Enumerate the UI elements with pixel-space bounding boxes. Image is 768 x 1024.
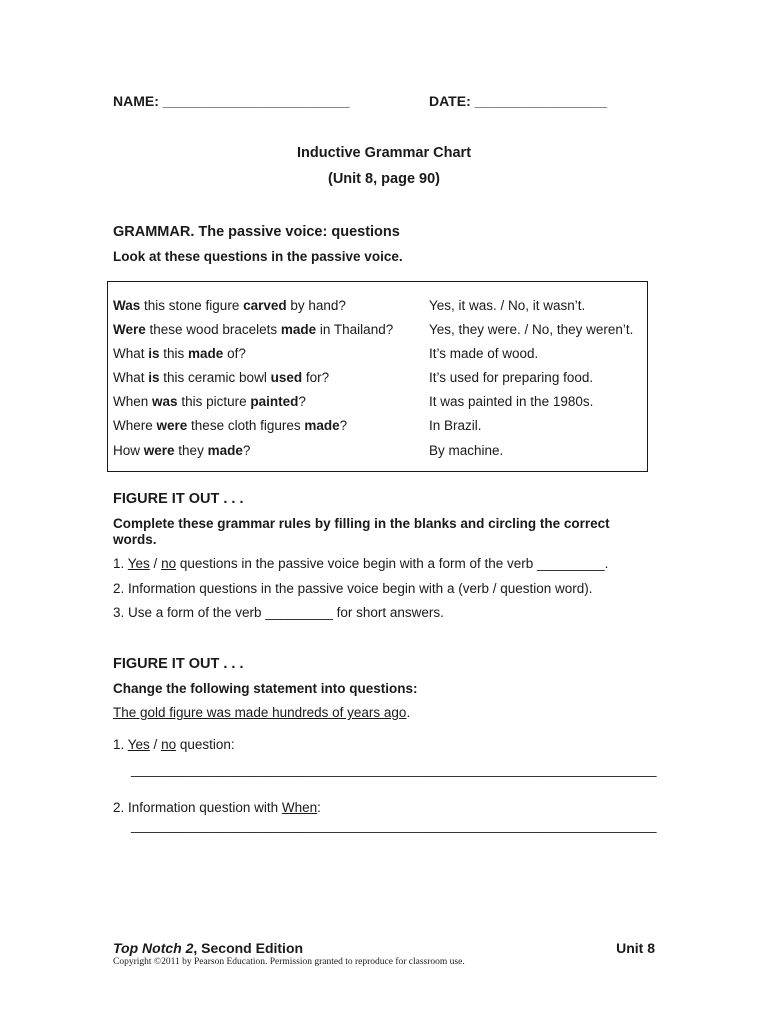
- name-blank: ________________________: [162, 93, 350, 109]
- emphasized-word: Was: [113, 298, 141, 313]
- statement-text: The gold figure was made hundreds of years ago: [113, 705, 407, 720]
- emphasized-word: made: [304, 418, 340, 433]
- emphasized-word: is: [148, 370, 160, 385]
- question-text: ?: [298, 394, 306, 409]
- example-answer: It’s made of wood.: [429, 346, 539, 361]
- question-text: this picture: [177, 394, 251, 409]
- question-text: How: [113, 443, 144, 458]
- rule-number: 1.: [113, 556, 128, 571]
- emphasized-word: is: [148, 346, 160, 361]
- figure-it-out-instruction-2: Change the following statement into questions:: [113, 681, 418, 696]
- question-text: ?: [242, 443, 251, 458]
- question-text: for?: [302, 370, 330, 385]
- emphasized-word: carved: [243, 298, 287, 313]
- example-question: [113, 418, 347, 433]
- date-blank: _________________: [474, 93, 607, 109]
- question-text: these wood bracelets: [145, 322, 281, 337]
- example-answer: It was painted in the 1980s.: [429, 394, 594, 409]
- name-field: [113, 93, 350, 109]
- task-text: 2. Information question with: [113, 800, 282, 815]
- task-keyword: When: [281, 800, 318, 815]
- emphasized-word: made: [280, 322, 317, 337]
- statement-period: .: [406, 705, 411, 720]
- emphasized-word: were: [156, 418, 188, 433]
- option-separator: /: [149, 737, 162, 752]
- grammar-rule-3: 3. Use a form of the verb _________ for short answers.: [113, 605, 444, 620]
- example-answer: In Brazil.: [429, 418, 482, 433]
- footer-book-title: [113, 940, 303, 956]
- question-text: in Thailand?: [316, 322, 394, 337]
- book-title: Top Notch 2: [113, 940, 194, 956]
- question-text: this: [159, 346, 189, 361]
- question-text: ?: [339, 418, 348, 433]
- task-number: 1.: [113, 737, 128, 752]
- example-answer: Yes, it was. / No, it wasn’t.: [429, 298, 586, 313]
- answer-line-1: ______________________________________________________________________: [131, 762, 657, 777]
- example-question: [113, 443, 250, 458]
- page-subtitle: (Unit 8, page 90): [328, 171, 440, 187]
- question-text: these cloth figures: [187, 418, 305, 433]
- emphasized-word: made: [188, 346, 224, 361]
- book-edition: , Second Edition: [193, 940, 304, 956]
- question-text: they: [174, 443, 208, 458]
- task-1: [113, 737, 235, 752]
- examples-box: [107, 281, 648, 472]
- statement-sentence: [113, 705, 410, 720]
- footer-unit: Unit 8: [616, 940, 655, 956]
- emphasized-word: used: [270, 370, 303, 385]
- question-text: What: [113, 370, 149, 385]
- question-text: this ceramic bowl: [159, 370, 271, 385]
- question-text: by hand?: [286, 298, 346, 313]
- example-question: [113, 346, 246, 361]
- grammar-rule-2: 2. Information questions in the passive voice begin with a (verb / question word).: [113, 581, 593, 596]
- option-no: no: [161, 737, 177, 752]
- question-text: of?: [223, 346, 246, 361]
- example-answer: By machine.: [429, 443, 504, 458]
- name-label: NAME:: [113, 93, 159, 109]
- emphasized-word: was: [152, 394, 178, 409]
- option-yes: Yes: [127, 737, 150, 752]
- grammar-heading: GRAMMAR. The passive voice: questions: [113, 224, 400, 240]
- option-no: no: [161, 556, 177, 571]
- figure-it-out-heading-2: FIGURE IT OUT . . .: [113, 656, 244, 672]
- question-text: What: [113, 346, 149, 361]
- date-field: [429, 93, 607, 109]
- example-question: [113, 322, 393, 337]
- emphasized-word: were: [143, 443, 175, 458]
- question-text: Where: [113, 418, 157, 433]
- emphasized-word: Were: [113, 322, 146, 337]
- page-title: Inductive Grammar Chart: [296, 145, 472, 161]
- rule-text: questions in the passive voice begin with a form of the verb _________.: [176, 556, 609, 571]
- task-text: question:: [176, 737, 235, 752]
- option-yes: Yes: [127, 556, 150, 571]
- emphasized-word: painted: [250, 394, 299, 409]
- date-label: DATE:: [429, 93, 471, 109]
- option-separator: /: [149, 556, 162, 571]
- emphasized-word: made: [207, 443, 243, 458]
- figure-it-out-instruction-1: Complete these grammar rules by filling in the blanks and circling the correct words.: [113, 516, 610, 547]
- question-text: When: [113, 394, 153, 409]
- example-question: [113, 370, 329, 385]
- example-answer: Yes, they were. / No, they weren’t.: [429, 322, 634, 337]
- example-question: [113, 298, 346, 313]
- task-colon: :: [317, 800, 321, 815]
- grammar-rule-1: [113, 556, 608, 571]
- task-2: [113, 800, 321, 815]
- grammar-instruction: Look at these questions in the passive voice.: [113, 249, 403, 264]
- example-question: [113, 394, 306, 409]
- copyright-notice: Copyright ©2011 by Pearson Education. Permission granted to reproduce for classroom use.: [113, 957, 465, 967]
- answer-line-2: ______________________________________________________________________: [131, 818, 657, 833]
- figure-it-out-heading-1: FIGURE IT OUT . . .: [113, 491, 244, 507]
- question-text: this stone figure: [140, 298, 244, 313]
- example-answer: It’s used for preparing food.: [429, 370, 594, 385]
